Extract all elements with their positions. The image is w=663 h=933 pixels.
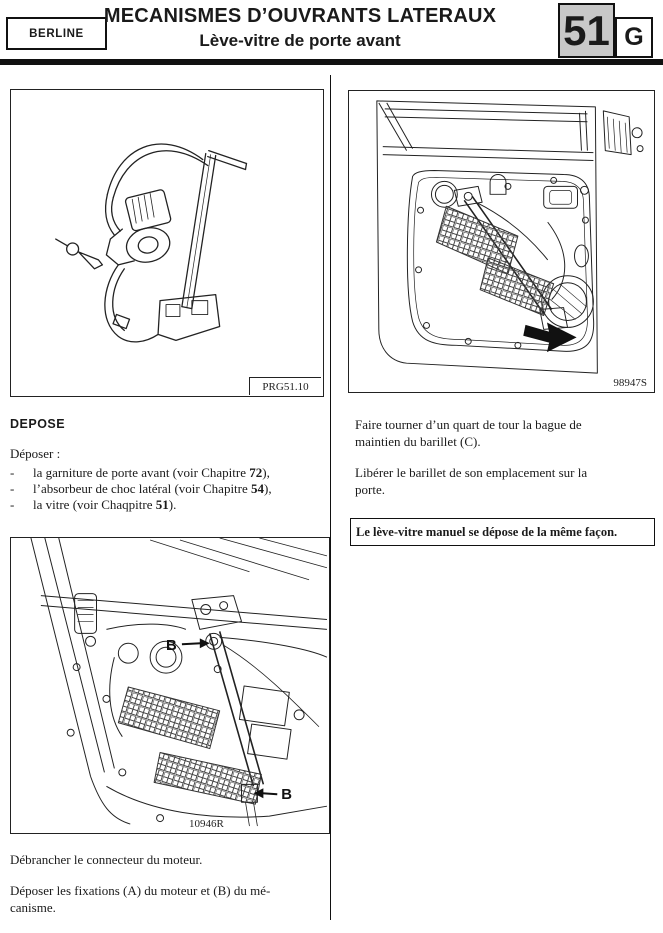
figure-caption: PRG51.10 xyxy=(249,377,321,395)
list-item-dash: - xyxy=(10,465,15,480)
paragraph-line: Déposer les fixations (A) du moteur et (B) du mé- xyxy=(10,883,271,898)
label-b-bottom xyxy=(253,787,292,803)
paragraph-line: porte. xyxy=(355,482,385,497)
paragraph-line: Faire tourner d’un quart de tour la bague de xyxy=(355,417,582,432)
list-item xyxy=(10,465,324,481)
list-item xyxy=(10,481,324,497)
paragraph-free-barrel xyxy=(355,464,655,498)
paragraph-disconnect-motor: Débrancher le connecteur du moteur. xyxy=(10,852,203,867)
list-item-dash: - xyxy=(10,481,15,496)
paragraph-line: maintien du barillet (C). xyxy=(355,434,481,449)
depose-heading: DEPOSE xyxy=(10,417,66,431)
paragraph-remove-fixings xyxy=(10,882,322,916)
door-assembled-drawing xyxy=(349,91,654,392)
window-regulator-drawing xyxy=(11,90,323,396)
list-item-dash: - xyxy=(10,497,15,512)
figure-door-assembled xyxy=(348,90,655,393)
figure-caption: 10946R xyxy=(189,818,224,830)
figure-caption: 98947S xyxy=(613,377,647,389)
list-item-text: l’absorbeur de choc latéral (voir Chapitre 54), xyxy=(33,481,272,496)
section-number-box: 51 xyxy=(558,3,615,58)
list-item-text: la vitre (voir Chaqpitre 51). xyxy=(33,497,177,512)
manual-regulator-note xyxy=(350,518,655,546)
paragraph-turn-ring xyxy=(355,416,655,450)
list-item-text: la garniture de porte avant (voir Chapitre 72), xyxy=(33,465,270,480)
note-text: Le lève-vitre manuel se dépose de la même façon. xyxy=(356,524,618,539)
page-subtitle: Lève-vitre de porte avant xyxy=(199,31,401,50)
page-title: MECANISMES D’OUVRANTS LATERAUX xyxy=(103,5,497,27)
section-letter-box: G xyxy=(615,17,653,58)
header-titles xyxy=(0,5,600,51)
list-item xyxy=(10,497,324,513)
label-b-top xyxy=(166,638,210,654)
label-b-top-text: B xyxy=(166,638,177,655)
figure-door-fixings xyxy=(10,537,330,834)
paragraph-line: canisme. xyxy=(10,900,56,915)
column-divider xyxy=(330,75,331,920)
label-b-bottom-text: B xyxy=(281,787,292,804)
depose-list xyxy=(10,465,324,513)
figure-window-regulator xyxy=(10,89,324,397)
variant-label: BERLINE xyxy=(29,27,84,40)
depose-intro: Déposer : xyxy=(10,446,61,461)
header-rule xyxy=(0,59,663,65)
door-fixings-drawing xyxy=(11,538,329,833)
paragraph-line: Libérer le barillet de son emplacement sur la xyxy=(355,465,588,480)
